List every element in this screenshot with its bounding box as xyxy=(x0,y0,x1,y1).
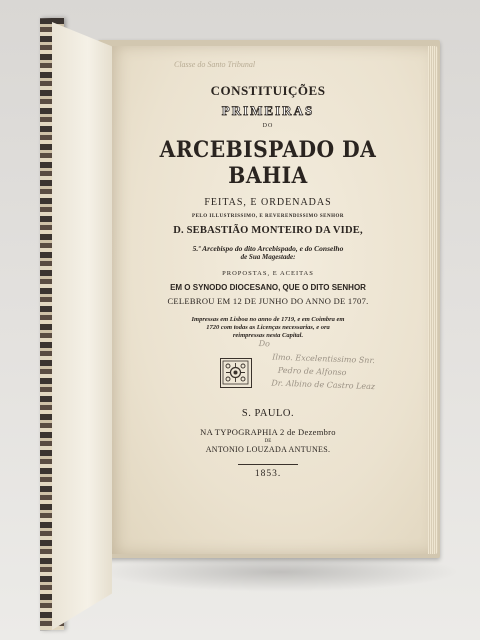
inscription-line-2: Ilmo. Excelentissimo Snr. xyxy=(272,352,376,366)
title-line-5: FEITAS, E ORDENADAS xyxy=(204,197,332,208)
proposed-line: PROPOSTAS, E ACEITAS xyxy=(222,270,314,277)
title-line-2: PRIMEIRAS xyxy=(221,103,315,118)
author-role-1: 5.º Arcebispo do dito Arcebispado, e do Conselho xyxy=(192,244,344,253)
table-shadow xyxy=(100,552,460,592)
title-text-block xyxy=(116,60,420,340)
inscription-line-3: Pedro de Alfonso xyxy=(277,365,347,378)
printing-note-3: reimpressas nesta Capital. xyxy=(232,332,304,339)
imprint-block xyxy=(116,408,420,479)
imprint-year: 1853. xyxy=(254,469,282,479)
author-role-2: de Sua Magestade: xyxy=(240,253,296,261)
title-line-1: CONSTITUIÇÕES xyxy=(210,83,326,98)
imprint-press: NA TYPOGRAPHIA 2 de Dezembro xyxy=(200,427,336,437)
celebrated-line: CELEBROU EM 12 DE JUNHO DO ANNO DE 1707. xyxy=(167,296,369,306)
handwritten-inscription xyxy=(257,337,429,395)
inscription-line-1: Do xyxy=(258,339,271,349)
imprint-de: DE xyxy=(264,439,272,444)
front-cover xyxy=(52,22,112,630)
author-name: D. SEBASTIÃO MONTEIRO DA VIDE, xyxy=(173,225,363,236)
printing-note-2: 1720 com todas as Licenças necessarias, e ora xyxy=(206,324,330,331)
title-line-4: ARCEBISPADO DA BAHIA xyxy=(159,137,377,189)
printing-note-1: Impressas em Lisboa no anno de 1719, e em Coimbra em xyxy=(191,316,345,323)
imprint-divider xyxy=(238,464,298,465)
ownership-stamp: Classe do Santo Tribunal xyxy=(174,60,256,69)
inscription-line-4: Dr. Albino de Castro Leaz xyxy=(271,378,376,392)
title-line-6: PELO ILLUSTRISSIMO, E REVERENDISSIMO SENHOR xyxy=(192,214,344,219)
printers-ornament-icon xyxy=(220,358,252,388)
title-line-3: DO xyxy=(262,123,274,129)
imprint-city: S. PAULO. xyxy=(241,408,295,419)
imprint-printer: ANTONIO LOUZADA ANTUNES. xyxy=(205,445,331,454)
synod-line: EM O SYNODO DIOCESANO, QUE O DITO SENHOR xyxy=(170,283,366,292)
